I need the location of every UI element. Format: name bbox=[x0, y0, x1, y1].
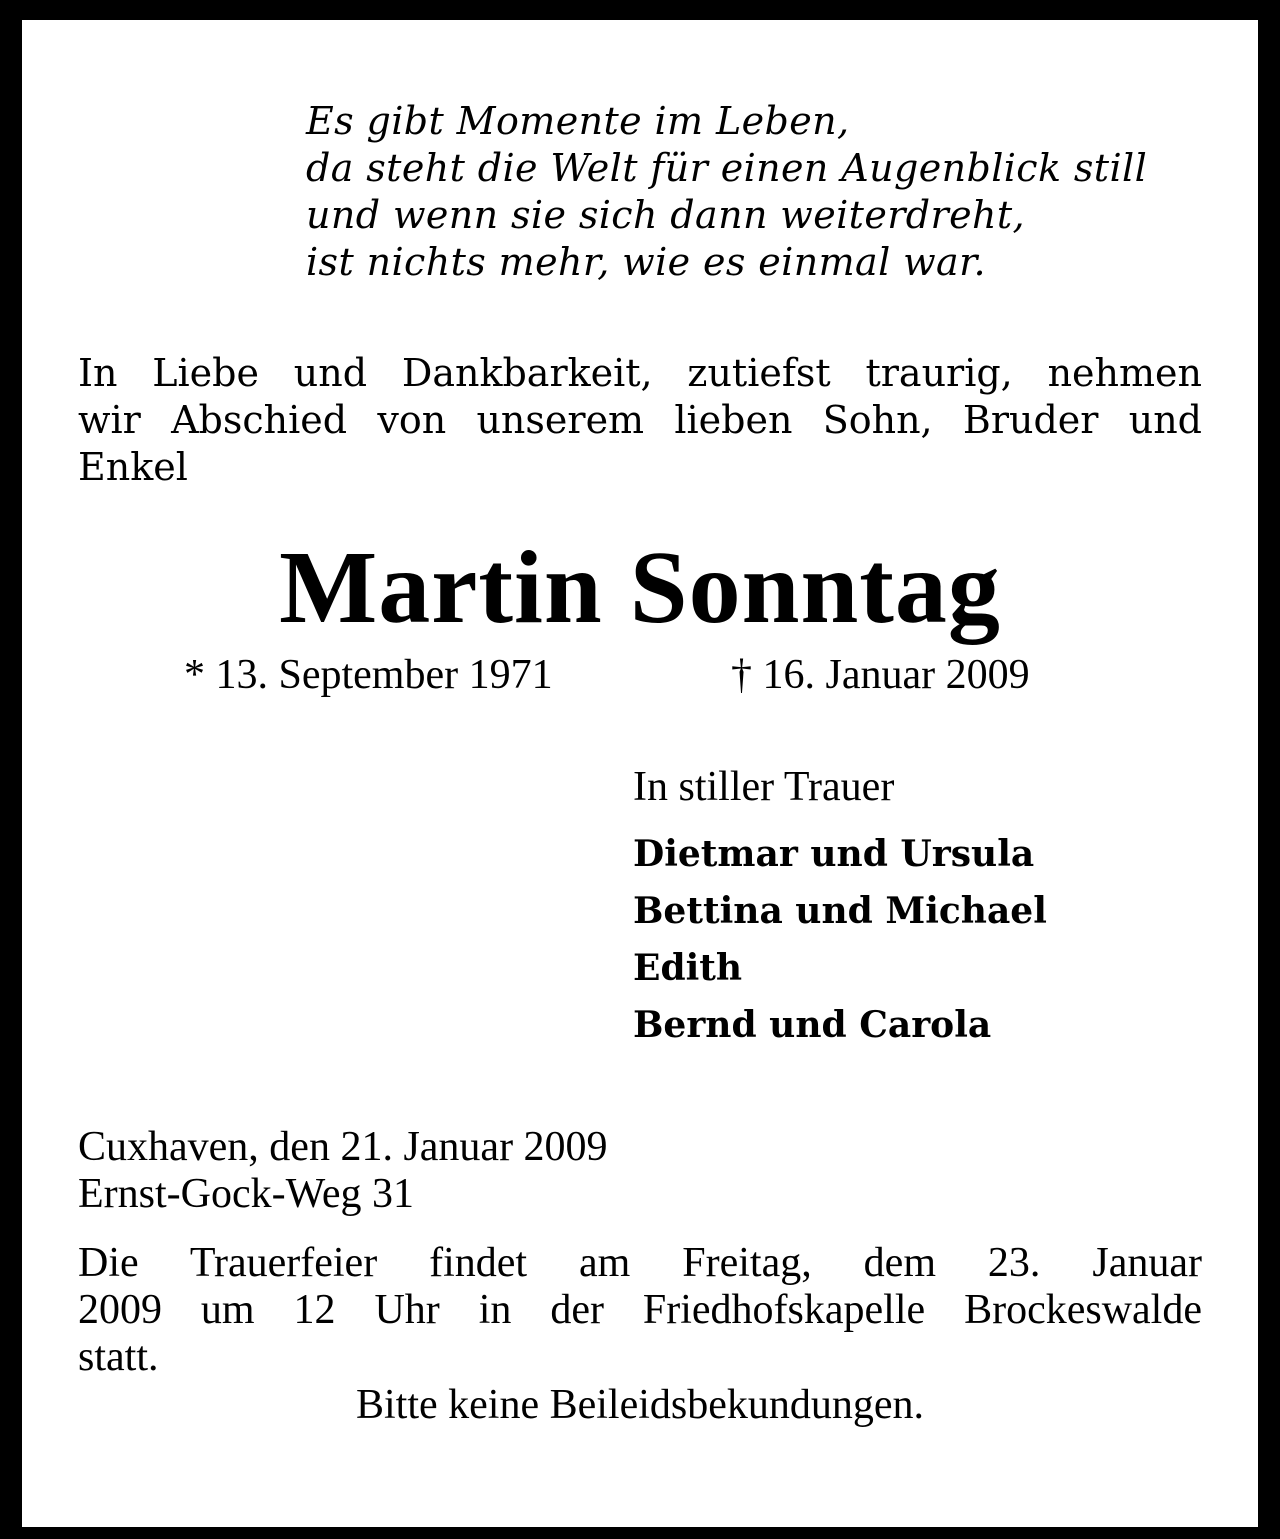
poem-line: da steht die Welt für einen Augenblick still bbox=[306, 146, 1148, 190]
poem-line: ist nichts mehr, wie es einmal war. bbox=[306, 240, 986, 284]
obituary-content bbox=[78, 0, 1202, 1539]
birth-date: * 13. September 1971 bbox=[184, 652, 553, 698]
deceased-name: Martin Sonntag bbox=[279, 530, 1001, 645]
death-date: † 16. Januar 2009 bbox=[731, 652, 1030, 698]
service-info bbox=[78, 1240, 1202, 1381]
service-line: Die Trauerfeier findet am Freitag, dem 23. Januar bbox=[78, 1240, 1202, 1286]
address-line: Ernst-Gock-Weg 31 bbox=[78, 1171, 415, 1217]
intro-text bbox=[78, 350, 1202, 491]
condolence-note: Bitte keine Beileidsbekundungen. bbox=[355, 1382, 925, 1428]
mourner-name: Edith bbox=[633, 947, 743, 989]
poem-line: und wenn sie sich dann weiterdreht, bbox=[306, 193, 1026, 237]
poem bbox=[306, 98, 1226, 286]
service-line: statt. bbox=[78, 1334, 159, 1380]
place-date-line: Cuxhaven, den 21. Januar 2009 bbox=[78, 1124, 608, 1170]
mourner-name: Bernd und Carola bbox=[633, 1004, 992, 1046]
poem-line: Es gibt Momente im Leben, bbox=[306, 99, 850, 143]
mourner-name: Dietmar und Ursula bbox=[633, 833, 1035, 875]
mourner-name: Bettina und Michael bbox=[633, 890, 1047, 932]
intro-line: In Liebe und Dankbarkeit, zutiefst traurig, nehmen bbox=[78, 351, 1202, 395]
intro-line: Enkel bbox=[78, 445, 188, 489]
mourning-label: In stiller Trauer bbox=[633, 764, 895, 810]
place-and-date bbox=[78, 1124, 608, 1218]
service-line: 2009 um 12 Uhr in der Friedhofskapelle Brockeswalde bbox=[78, 1287, 1202, 1333]
mourners-block bbox=[633, 762, 1193, 1054]
intro-line: wir Abschied von unserem lieben Sohn, Bruder und bbox=[78, 398, 1202, 442]
